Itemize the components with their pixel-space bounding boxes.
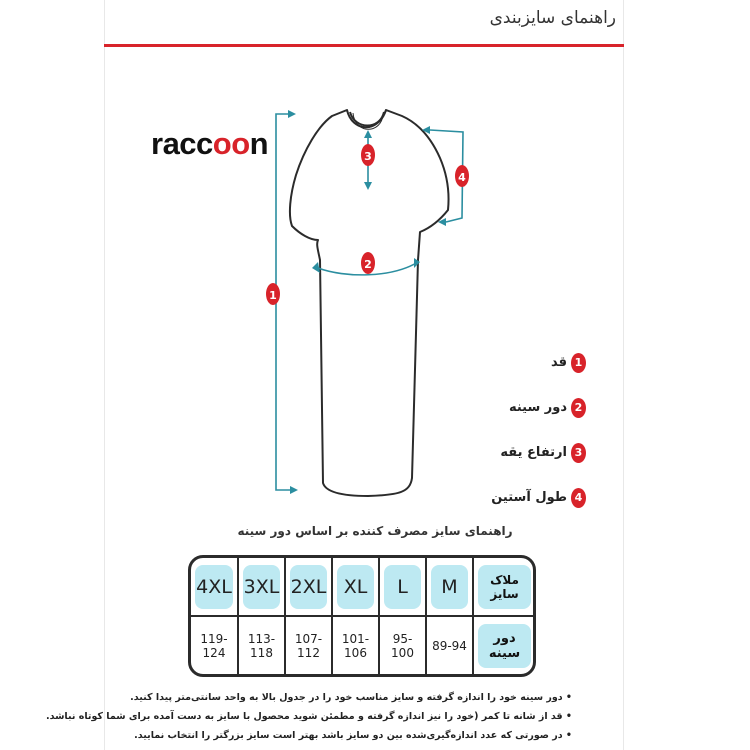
- note-line: • قد از شانه تا کمر (خود را نیز اندازه گرفته و مطمئن شوید محصول با سایز به دست آمده برای شما کوتاه نباشد.: [45, 711, 572, 722]
- chest-cell-2xl: 107-112: [285, 616, 332, 674]
- marker-4: [455, 165, 469, 187]
- legend-item-collar: [416, 430, 586, 475]
- note-line: • در صورتی که عدد اندازه‌گیری‌شده بین دو سایز باشد بهتر است سایز بزرگتر را انتخاب نمایید.: [134, 730, 572, 741]
- legend-item-height: [416, 340, 586, 385]
- legend-label: ارتفاع یقه: [500, 445, 567, 460]
- row-header-chest: دور سینه: [473, 616, 535, 674]
- size-chart-title: راهنمای سایز مصرف کننده بر اساس دور سینه: [237, 524, 513, 538]
- measurement-legend: [416, 340, 586, 520]
- size-table: [188, 555, 536, 677]
- legend-label: قد: [550, 355, 567, 370]
- number-badge-icon: 4: [571, 488, 586, 508]
- chest-cell-m: 89-94: [426, 616, 473, 674]
- table-row-sizes: [191, 558, 535, 616]
- marker-4-label: 4: [458, 171, 466, 184]
- brand-prefix: racc: [151, 126, 213, 161]
- brand-suffix: n: [249, 126, 269, 161]
- chest-cell-4xl: 119-124: [191, 616, 238, 674]
- legend-label: دور سینه: [508, 400, 567, 415]
- chest-cell-l: 95-100: [379, 616, 426, 674]
- number-badge-icon: 1: [571, 353, 586, 373]
- chest-cell-3xl: 113-118: [238, 616, 285, 674]
- page-title: راهنمای سایزبندی: [489, 8, 616, 28]
- note-line: • دور سینه خود را اندازه گرفته و سایز مناسب خود را در جدول بالا به واحد سانتی‌متر پیدا کنید.: [130, 692, 572, 703]
- size-notes: [45, 688, 572, 745]
- marker-1-label: 1: [269, 289, 277, 302]
- brand-highlight: oo: [212, 126, 250, 161]
- legend-label: طول آستین: [491, 490, 567, 505]
- marker-2: [361, 252, 375, 274]
- legend-item-chest: [416, 385, 586, 430]
- legend-item-sleeve: [416, 475, 586, 520]
- marker-3: [361, 144, 375, 166]
- table-row-chest: [191, 616, 535, 674]
- size-cell-3xl: 3XL: [238, 558, 285, 616]
- size-cell-4xl: 4XL: [191, 558, 238, 616]
- number-badge-icon: 2: [571, 398, 586, 418]
- row-header-size: ملاک سایز: [473, 558, 535, 616]
- number-badge-icon: 3: [571, 443, 586, 463]
- size-cell-2xl: 2XL: [285, 558, 332, 616]
- chest-cell-xl: 101-106: [332, 616, 379, 674]
- size-cell-xl: XL: [332, 558, 379, 616]
- marker-2-label: 2: [364, 258, 372, 271]
- marker-3-label: 3: [364, 150, 372, 163]
- marker-1: [266, 283, 280, 305]
- size-cell-m: M: [426, 558, 473, 616]
- size-cell-l: L: [379, 558, 426, 616]
